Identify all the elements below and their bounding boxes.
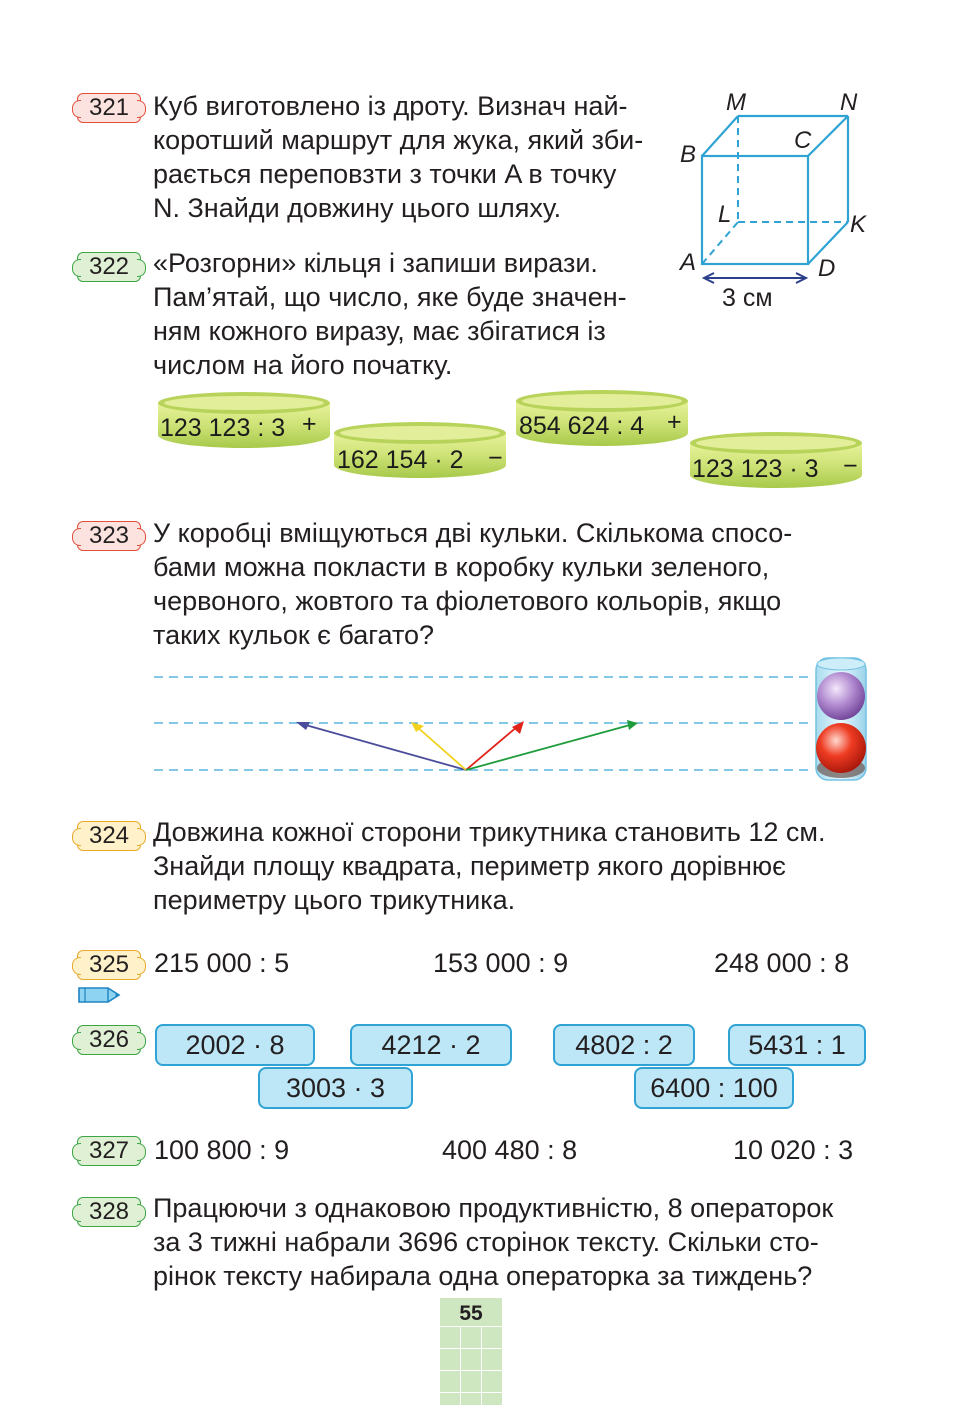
- pencil-icon: [76, 984, 122, 1006]
- task-number-324: 324: [77, 821, 141, 851]
- task-number-323: 323: [77, 521, 141, 551]
- ring-4-expression: 123 123 · 3: [692, 455, 819, 483]
- task-number-325: 325: [77, 950, 141, 980]
- task-326-card-6: 6400 : 100: [634, 1067, 794, 1109]
- cube-label-n: N: [840, 89, 858, 116]
- task-line: бами можна покласти в коробку кульки зеленого,: [153, 552, 770, 582]
- task-line: Пам’ятай, що число, яке буде значен-: [153, 282, 627, 312]
- task-number-327: 327: [77, 1136, 141, 1166]
- ring-4-sign: −: [843, 452, 858, 480]
- task-327-expression-2: 400 480 : 8: [442, 1135, 578, 1165]
- task-326-card-3: 3003 · 3: [258, 1067, 413, 1109]
- task-line: Довжина кожної сторони трикутника становить 12 см.: [153, 817, 826, 847]
- task-326-card-4: 4802 : 2: [553, 1024, 695, 1066]
- task-322-text: [153, 246, 661, 382]
- task-325-expression-1: 215 000 : 5: [154, 948, 290, 978]
- cube-diagram: [670, 80, 880, 320]
- task-line: «Розгорни» кільця і запиши вирази.: [153, 248, 598, 278]
- task-line: периметру цього трикутника.: [153, 885, 516, 915]
- task-325-expression-2: 153 000 : 9: [433, 948, 569, 978]
- cube-label-l: L: [718, 201, 732, 228]
- task-327-expression-3: 10 020 : 3: [733, 1135, 854, 1165]
- grid-line: [440, 1370, 502, 1371]
- task-324-text: [153, 815, 866, 917]
- grid-line: [440, 1392, 502, 1393]
- task-line: рінок тексту набирала одна операторка за тиждень?: [153, 1261, 813, 1291]
- task-326-card-1: 2002 · 8: [155, 1024, 315, 1066]
- grid-line: [440, 1326, 502, 1327]
- ring-3-sign: +: [667, 408, 682, 436]
- task-line: Куб виготовлено із дроту. Визнач най-: [153, 91, 628, 121]
- task-line: рається переповзти з точки A в точку: [153, 159, 617, 189]
- task-number-321: 321: [77, 93, 141, 123]
- cube-label-b: B: [680, 141, 697, 168]
- ring-3-expression: 854 624 : 4: [519, 412, 645, 440]
- task-line: червоного, жовтого та фіолетового кольорів, якщо: [153, 586, 782, 616]
- ring-2-expression: 162 154 · 2: [337, 446, 464, 474]
- cube-label-d: D: [818, 255, 836, 282]
- cube-label-k: K: [850, 211, 867, 238]
- task-line: числом на його початку.: [153, 350, 453, 380]
- task-326-card-2: 4212 · 2: [350, 1024, 512, 1066]
- ring-2-sign: −: [488, 444, 503, 472]
- cube-label-a: A: [680, 249, 697, 276]
- cube-dimension: 3 см: [722, 284, 773, 312]
- cube-label-m: M: [726, 89, 746, 116]
- task-line: таких кульок є багато?: [153, 620, 435, 650]
- task-326-card-5: 5431 : 1: [728, 1024, 866, 1066]
- page-number-tab: [440, 1298, 502, 1405]
- task-327-expression-1: 100 800 : 9: [154, 1135, 290, 1165]
- balls-illustration: [150, 650, 875, 790]
- task-number-328: 328: [77, 1197, 141, 1227]
- task-line: У коробці вміщуються дві кульки. Скількома спосо-: [153, 518, 793, 548]
- grid-line: [440, 1348, 502, 1349]
- grid-line: [460, 1326, 461, 1405]
- task-number-322: 322: [77, 252, 141, 282]
- task-line: за 3 тижні набрали 3696 сторінок тексту. Скільки сто-: [153, 1227, 819, 1257]
- task-line: Працюючи з однаковою продуктивністю, 8 операторок: [153, 1193, 834, 1223]
- grid-line: [481, 1326, 482, 1405]
- task-325-expression-3: 248 000 : 8: [714, 948, 850, 978]
- task-line: Знайди площу квадрата, периметр якого дорівнює: [153, 851, 786, 881]
- task-line: коротший маршрут для жука, який зби-: [153, 125, 644, 155]
- task-323-text: [153, 516, 866, 652]
- task-line: N. Знайди довжину цього шляху.: [153, 193, 562, 223]
- task-328-text: [153, 1191, 866, 1293]
- task-number-326: 326: [77, 1025, 141, 1055]
- ring-1-sign: +: [302, 410, 317, 438]
- task-line: ням кожного виразу, має збігатися із: [153, 316, 606, 346]
- task-321-text: [153, 89, 661, 225]
- ring-1-expression: 123 123 : 3: [160, 414, 286, 442]
- page-number: 55: [459, 1302, 483, 1325]
- cube-label-c: C: [794, 127, 812, 154]
